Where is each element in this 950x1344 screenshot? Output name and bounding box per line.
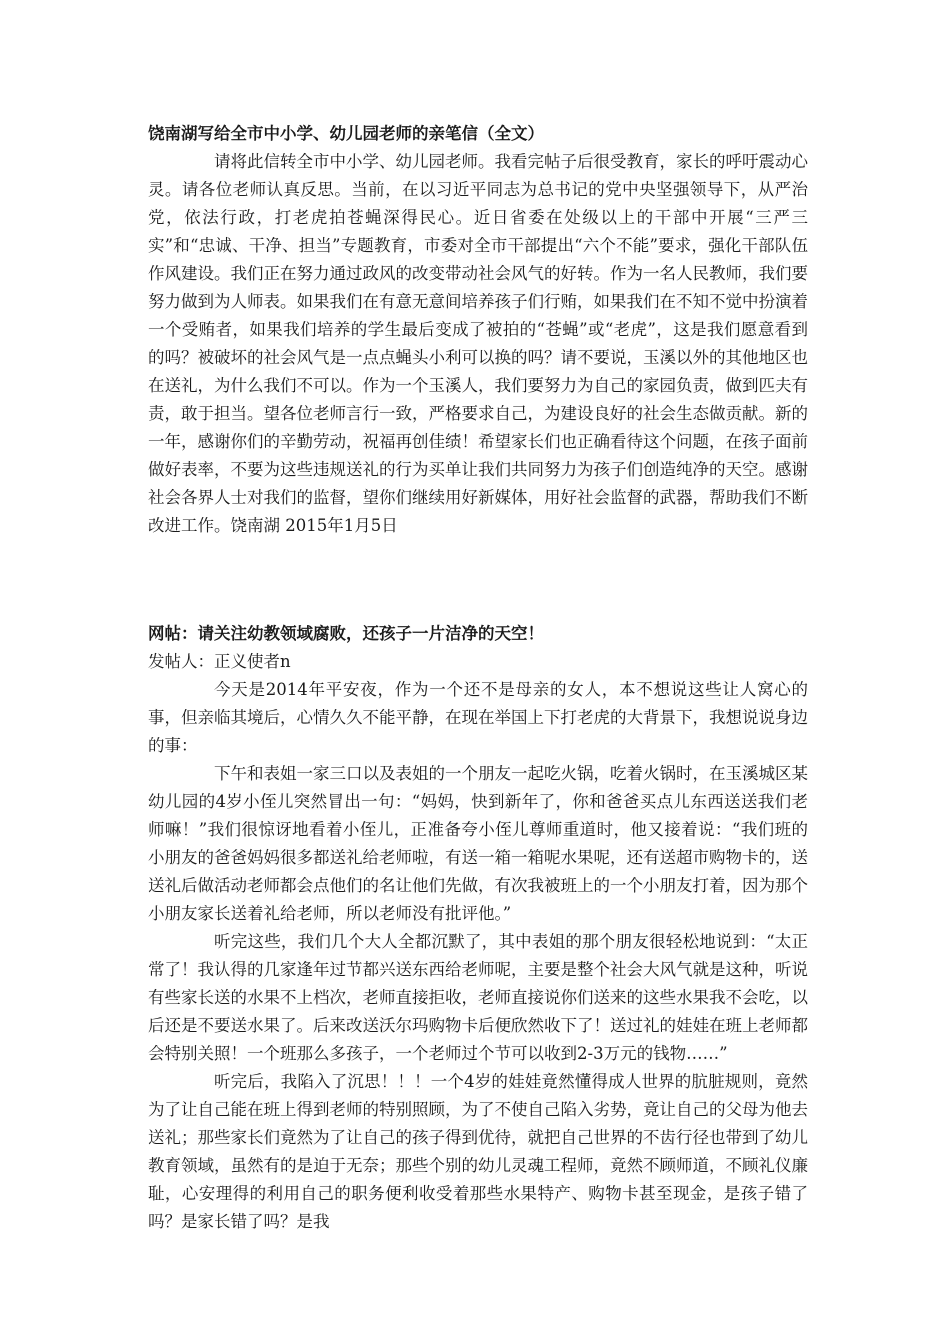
post-paragraph: 听完这些，我们几个大人全都沉默了，其中表姐的那个朋友很轻松地说到：“太正常了！我认得的几家逢年过节都兴送东西给老师呢，主要是整个社会大风气就是这种，听说有些家长送的水果不上档次，老师直接拒收，老师直接说你们送来的这些水果我不会吃，以后还是不要送水果了。后来改送沃尔玛购物卡后便欣然收下了！送过礼的娃娃在班上老师都会特别关照！一个班那么多孩子，一个老师过个节可以收到2-3万元的钱物……” bbox=[148, 932, 808, 1063]
section-gap bbox=[148, 540, 808, 620]
post-paragraph: 今天是2014年平安夜，作为一个还不是母亲的女人，本不想说这些让人窝心的事，但亲临其境后，心情久久不能平静，在现在举国上下打老虎的大背景下，我想说说身边的事： bbox=[148, 680, 808, 755]
letter-title: 饶南湖写给全市中小学、幼儿园老师的亲笔信（全文） bbox=[148, 124, 544, 143]
post-author: 发帖人：正义使者n bbox=[148, 652, 291, 671]
post-title: 网帖：请关注幼教领域腐败，还孩子一片洁净的天空！ bbox=[148, 624, 544, 643]
letter-body: 请将此信转全市中小学、幼儿园老师。我看完帖子后很受教育，家长的呼吁震动心灵。请各位老师认真反思。当前，在以习近平同志为总书记的党中央坚强领导下，从严治党，依法行政，打老虎拍苍蝇深得民心。近日省委在处级以上的干部中开展“三严三实”和“忠诚、干净、担当”专题教育，市委对全市干部提出“六个不能”要求，强化干部队伍作风建设。我们正在努力通过政风的改变带动社会风气的好转。作为一名人民教师，我们要努力做到为人师表。如果我们在有意无意间培养孩子们行贿，如果我们在不知不觉中扮演着一个受贿者，如果我们培养的学生最后变成了被拍的“苍蝇”或“老虎”，这是我们愿意看到的吗？被破坏的社会风气是一点点蝇头小利可以换的吗？请不要说，玉溪以外的其他地区也在送礼，为什么我们不可以。作为一个玉溪人，我们要努力为自己的家园负责，做到匹夫有责，敢于担当。望各位老师言行一致，严格要求自己，为建设良好的社会生态做贡献。新的一年，感谢你们的辛勤劳动，祝福再创佳绩！希望家长们也正确看待这个问题，在孩子面前做好表率，不要为这些违规送礼的行为买单让我们共同努力为孩子们创造纯净的天空。感谢社会各界人士对我们的监督，望你们继续用好新媒体，用好社会监督的武器，帮助我们不断改进工作。饶南湖 2015年1月5日 bbox=[148, 152, 808, 535]
post-paragraph: 听完后，我陷入了沉思！！！一个4岁的娃娃竟然懂得成人世界的肮脏规则，竟然为了让自己能在班上得到老师的特别照顾，为了不使自己陷入劣势，竟让自己的父母为他去送礼；那些家长们竟然为了让自己的孩子得到优待，就把自己世界的不齿行径也带到了幼儿教育领域，虽然有的是迫于无奈；那些个别的幼儿灵魂工程师，竟然不顾师道，不顾礼仪廉耻，心安理得的利用自己的职务便利收受着那些水果特产、购物卡甚至现金，是孩子错了吗？是家长错了吗？是我 bbox=[148, 1072, 808, 1231]
document-page bbox=[148, 120, 808, 1236]
post-paragraph: 下午和表姐一家三口以及表姐的一个朋友一起吃火锅，吃着火锅时，在玉溪城区某幼儿园的4岁小侄儿突然冒出一句：“妈妈，快到新年了，你和爸爸买点儿东西送送我们老师嘛！”我们很惊讶地看着小侄儿，正准备夸小侄儿尊师重道时，他又接着说：“我们班的小朋友的爸爸妈妈很多都送礼给老师啦，有送一箱一箱呢水果呢，还有送超市购物卡的，送送礼后做活动老师都会点他们的名让他们先做，有次我被班上的一个小朋友打着，因为那个小朋友家长送着礼给老师，所以老师没有批评他。” bbox=[148, 764, 808, 923]
